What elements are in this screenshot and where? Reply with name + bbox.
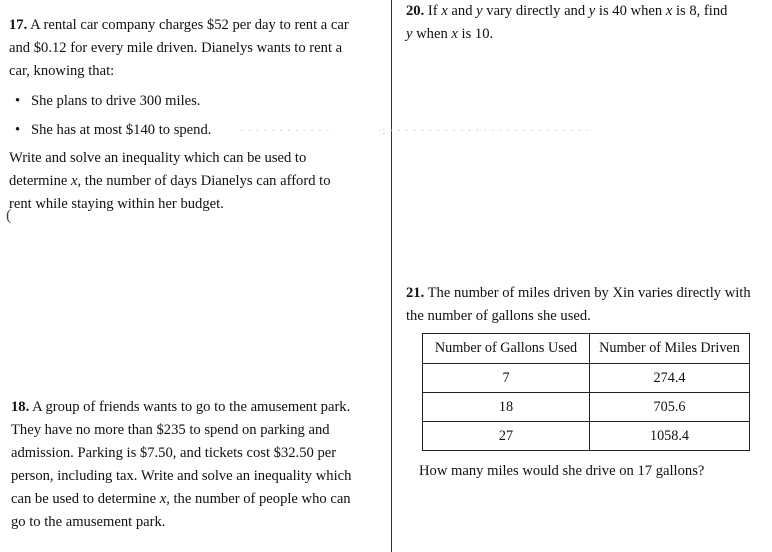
table-cell-gallons: 18 [423,393,590,422]
problem-20-line-1 [406,0,768,23]
problem-17-bullets [9,87,389,145]
bullet-text: She plans to drive 300 miles. [31,93,201,109]
problem-17-line-1 [9,14,389,37]
variable-x: x [71,173,78,189]
variable-x: x [441,3,448,19]
problem-21-number: 21. [406,285,425,301]
problem-17-line-4: Write and solve an inequality which can be used to [9,150,307,166]
problem-17-line-3: car, knowing that: [9,63,115,79]
problem-20-text: is 8, find [672,3,728,19]
scan-noise-line: · · · · · · · · · · · · [240,126,331,137]
bullet-dot-icon: • [15,93,21,109]
problem-17-line-6: rent while staying within her budget. [9,196,224,212]
problem-17-text-5a: determine [9,173,71,189]
problem-20-text: vary directly and [482,3,589,19]
variable-x: x [665,3,673,19]
table-row [423,393,750,422]
problem-18-number: 18. [11,399,30,415]
column-divider [391,0,392,552]
gallons-miles-table [422,333,750,451]
table-row [423,422,750,451]
problem-18-line-2: They have no more than $235 to spend on parking and [11,422,330,438]
table-row [423,364,750,393]
problem-18-line-5 [11,488,389,511]
variable-y: y [588,3,596,19]
problem-18-text-5a: can be used to determine [11,491,160,507]
problem-20-text: is 10. [457,26,494,42]
bullet-item [9,87,389,116]
problem-17-line-5 [9,170,389,193]
problem-18 [11,396,389,534]
variable-y: y [406,26,413,42]
problem-18-line-3: admission. Parking is $7.50, and tickets cost $32.50 per [11,445,337,461]
table-cell-gallons: 27 [423,422,590,451]
problem-18-line-1 [11,396,389,419]
problem-21-question: How many miles would she drive on 17 gallons? [419,463,705,479]
problem-20-number: 20. [406,3,425,19]
problem-21-line-2: the number of gallons she used. [406,308,591,324]
table-cell-gallons: 7 [423,364,590,393]
problem-17-line-2: and $0.12 for every mile driven. Dianelys wants to rent a [9,40,343,56]
table-header-miles: Number of Miles Driven [590,334,750,364]
problem-20-text: If [427,3,442,19]
bullet-dot-icon: • [15,122,21,138]
scan-noise-line: ·: · · · · · · · · · · · · · · · · · · · · · · · · · · [378,126,590,137]
problem-18-text-1: A group of friends wants to go to the amusement park. [32,399,351,415]
problem-20-line-2 [406,23,768,46]
problem-17-number: 17. [9,17,28,33]
problem-20-text: when [412,26,452,42]
table-cell-miles: 1058.4 [590,422,750,451]
table-cell-miles: 705.6 [590,393,750,422]
problem-18-text-5b: , the number of people who can [166,491,351,507]
problem-21 [406,282,770,328]
problem-21-line-1 [406,282,770,305]
problem-20-text: is 40 when [595,3,666,19]
variable-x: x [451,26,458,42]
variable-x: x [159,491,167,507]
problem-18-line-4: person, including tax. Write and solve an inequality which [11,468,352,484]
problem-21-text-1: The number of miles driven by Xin varies directly with [427,285,751,301]
table-cell-miles: 274.4 [590,364,750,393]
variable-y: y [476,3,483,19]
table-header-gallons: Number of Gallons Used [423,334,590,364]
scan-bracket-mark: ( [6,207,12,224]
problem-18-line-6: go to the amusement park. [11,514,166,530]
problem-17-text-5b: , the number of days Dianelys can afford to [77,173,331,189]
bullet-text: She has at most $140 to spend. [31,122,212,138]
problem-17-text-1: A rental car company charges $52 per day to rent a car [30,17,349,33]
table-header-row [423,334,750,364]
problem-17 [9,14,389,216]
problem-20-text: and [447,3,477,19]
bullet-item [9,116,389,145]
problem-20 [406,0,768,46]
